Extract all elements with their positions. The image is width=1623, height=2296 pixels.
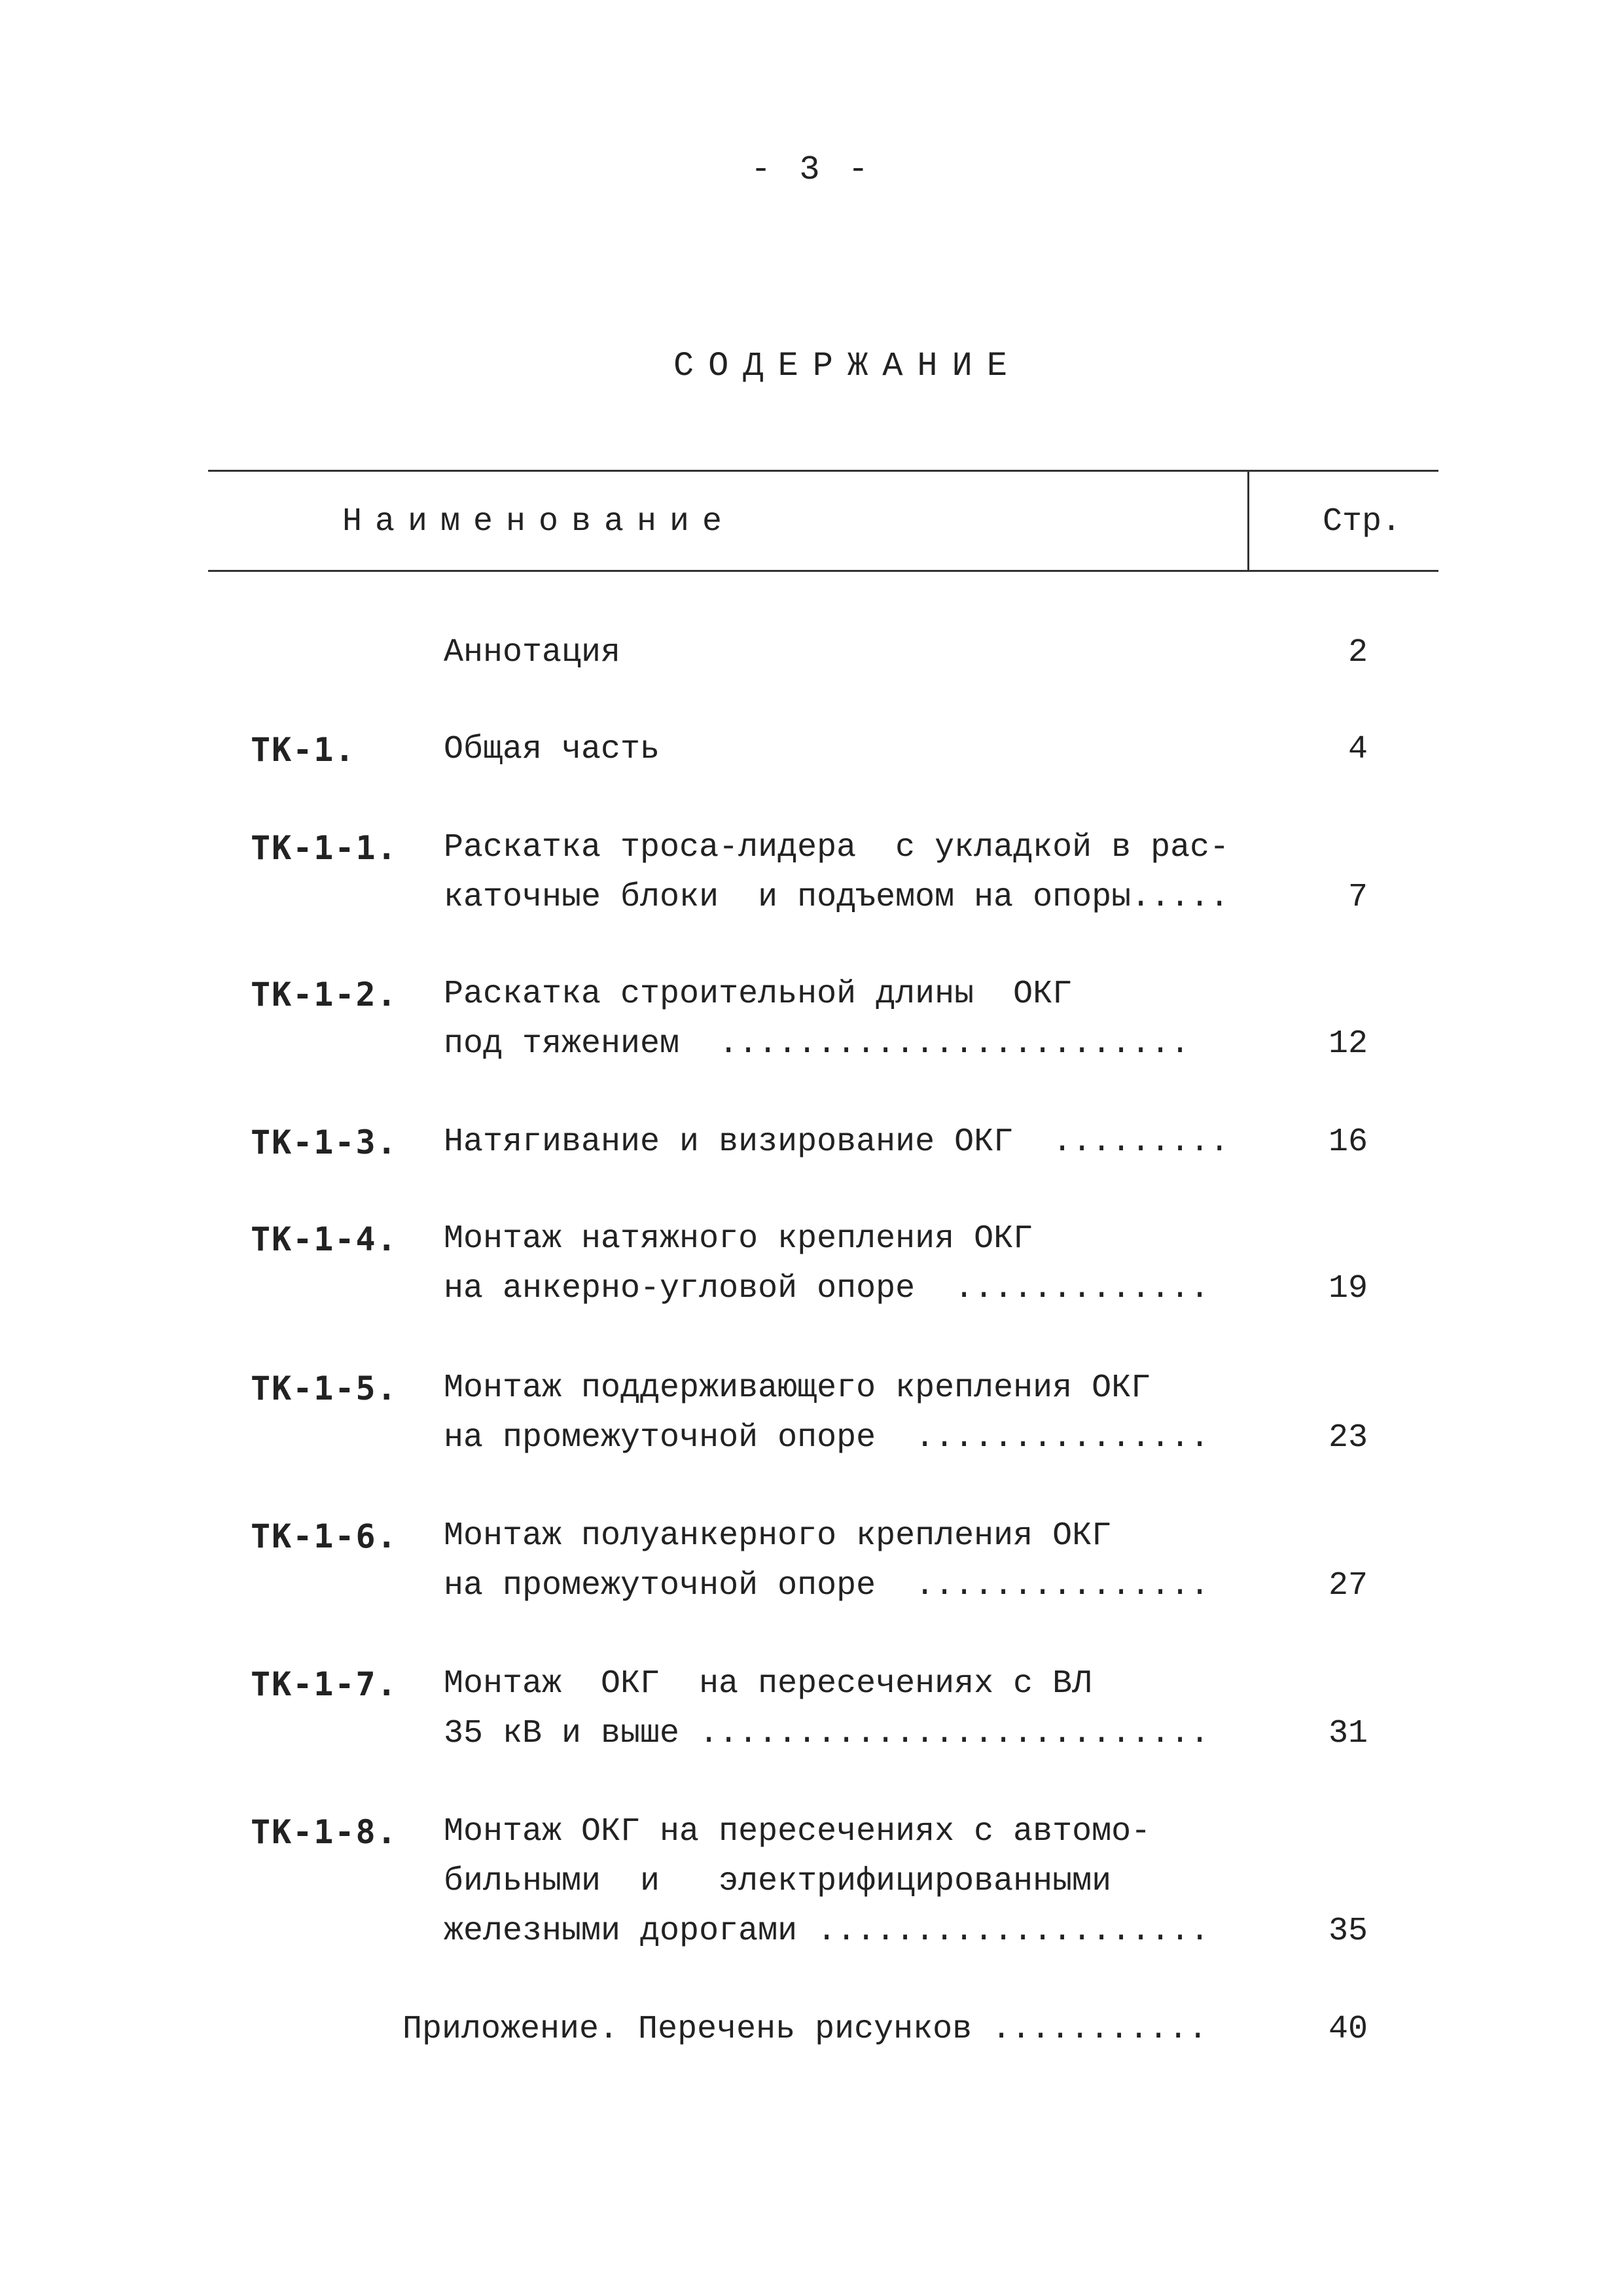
- entry-title: Монтаж полуанкерного крепления ОКГ на промежуточной опоре ...............: [444, 1517, 1210, 1604]
- entry-code: ТК-1-4.: [251, 1220, 398, 1258]
- entry-code: ТК-1-5.: [251, 1369, 398, 1407]
- entry-code: ТК-1-7.: [251, 1665, 398, 1703]
- header-divider: [1247, 472, 1249, 570]
- toc-header: [208, 470, 1438, 572]
- entry-title: Монтаж натяжного крепления ОКГ на анкерно-угловой опоре .............: [444, 1220, 1210, 1307]
- entry-title: Приложение. Перечень рисунков ...........: [402, 2011, 1208, 2048]
- entry-title: Натягивание и визирование ОКГ .........: [444, 1123, 1230, 1161]
- entry-page: 23: [1328, 1419, 1368, 1457]
- entry-title: Раскатка строительной длины ОКГ под тяжением ........................: [444, 976, 1190, 1063]
- entry-title: Монтаж поддерживающего крепления ОКГ на промежуточной опоре ...............: [444, 1369, 1210, 1457]
- entry-page: 31: [1328, 1715, 1368, 1752]
- document-title: СОДЕРЖАНИЕ: [673, 347, 1022, 385]
- entry-code: ТК-1.: [251, 731, 356, 769]
- entry-code: ТК-1-6.: [251, 1517, 398, 1555]
- entry-title: Общая часть: [444, 731, 660, 768]
- entry-page: 40: [1328, 2011, 1368, 2048]
- header-page-label: Стр.: [1323, 503, 1402, 540]
- entry-page: 35: [1328, 1913, 1368, 1950]
- entry-page: 16: [1328, 1123, 1368, 1161]
- entry-code: ТК-1-1.: [251, 829, 398, 867]
- entry-title: Монтаж ОКГ на пересечениях с автомо- бильными и электрифицированными железными дорогами ....................: [444, 1813, 1210, 1950]
- entry-page: 7: [1347, 879, 1368, 916]
- entry-page: 27: [1328, 1567, 1368, 1604]
- header-name-label: Наименование: [342, 503, 736, 540]
- entry-code: ТК-1-2.: [251, 976, 398, 1014]
- page-number: - 3 -: [750, 150, 873, 189]
- entry-title: Монтаж ОКГ на пересечениях с ВЛ 35 кВ и выше ..........................: [444, 1665, 1210, 1752]
- entry-title: Раскатка троса-лидера с укладкой в рас- каточные блоки и подъемом на опоры.....: [444, 829, 1230, 916]
- entry-code: ТК-1-8.: [251, 1813, 398, 1851]
- entry-code: ТК-1-3.: [251, 1123, 398, 1161]
- entry-page: 2: [1347, 634, 1368, 671]
- entry-title: Аннотация: [444, 634, 621, 671]
- entry-page: 4: [1347, 731, 1368, 768]
- entry-page: 19: [1328, 1270, 1368, 1307]
- entry-page: 12: [1328, 1025, 1368, 1063]
